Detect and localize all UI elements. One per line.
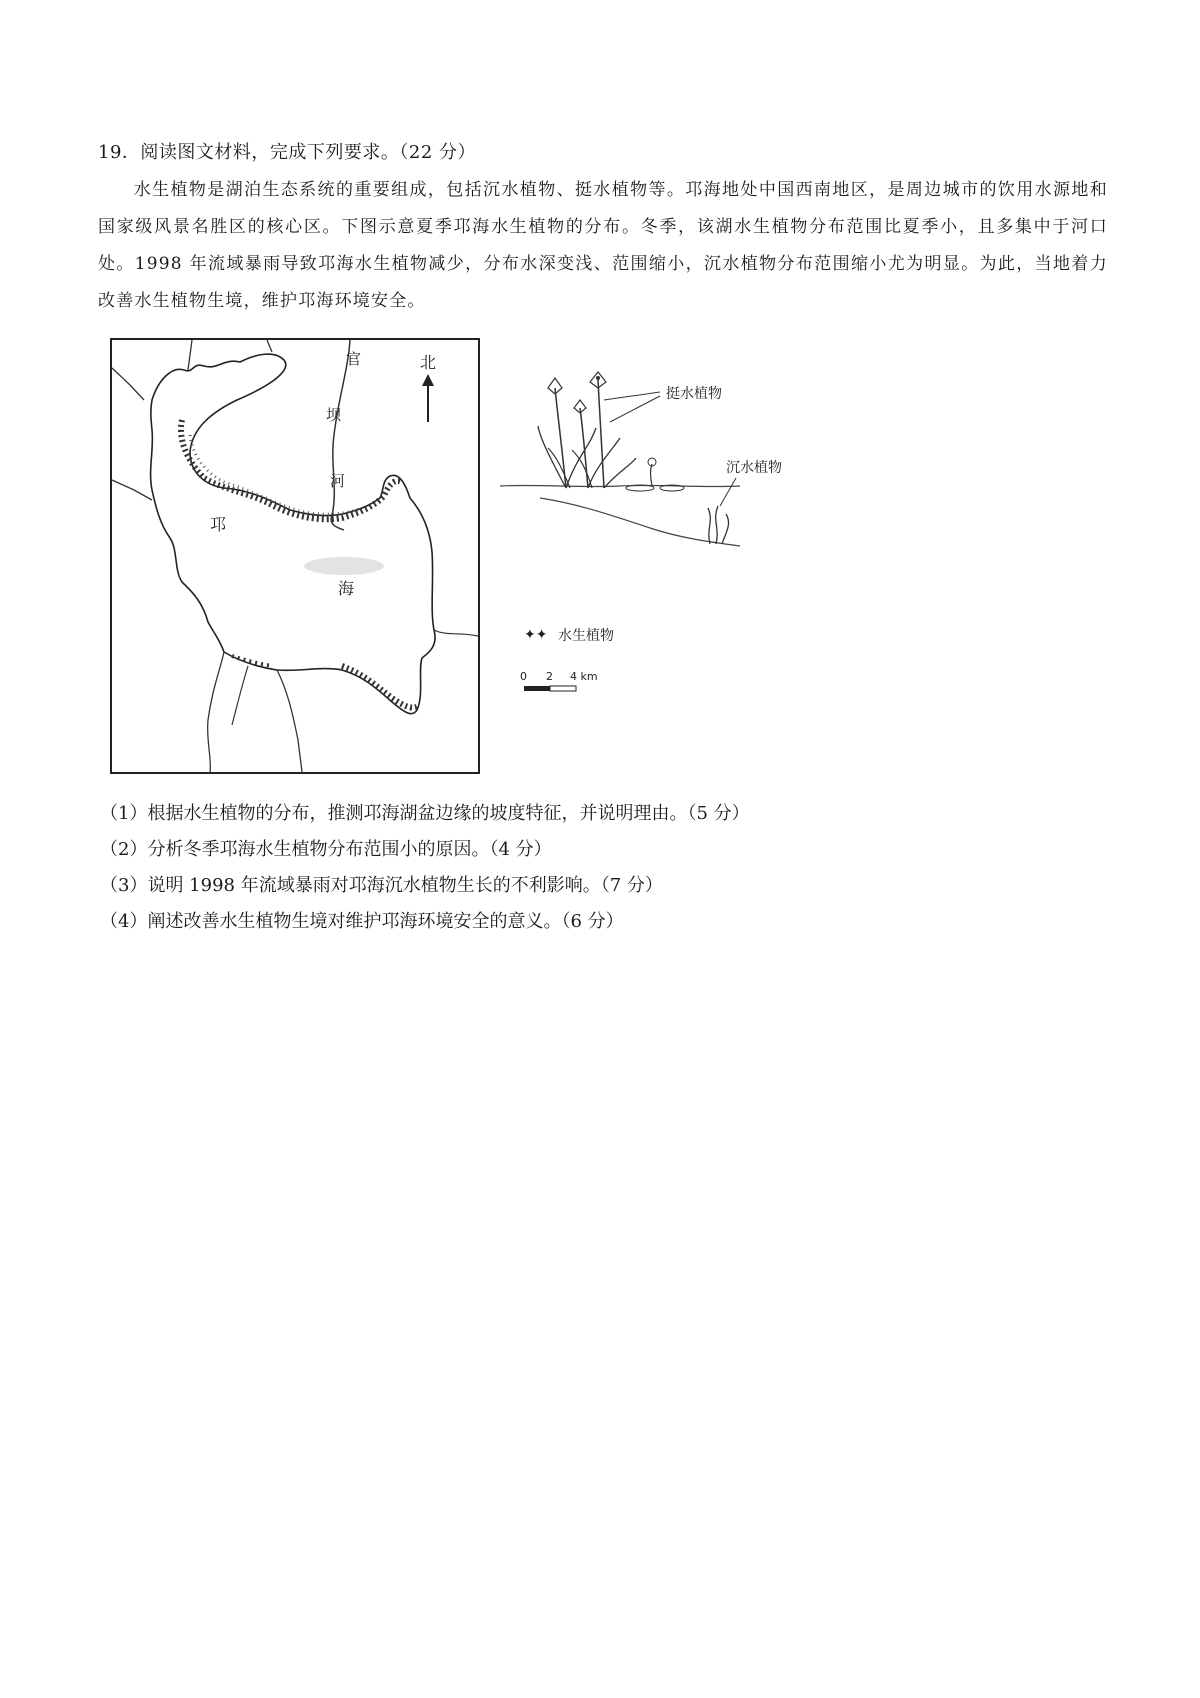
river-label-char: 坝 [326,406,342,424]
emergent-plant [580,408,588,488]
water-surface [500,485,740,486]
plant-diagram [500,338,830,778]
floating-plant-stem [651,464,653,486]
sub-question-1: （1）根据水生植物的分布，推测邛海湖盆边缘的坡度特征，并说明理由。（5 分） [100,803,750,824]
river-south [232,666,248,725]
map-smudge [304,557,384,575]
scale-tick-4: 4 km [570,670,598,683]
legend-plant-icon: ✦✦ [524,627,548,643]
lake-shoreline [151,354,435,714]
submerged-label: 沉水植物 [726,460,782,476]
emergent-plant [555,388,566,488]
map-frame [110,338,480,774]
sub-question-list [100,796,1100,940]
sub-question-4: （4）阐述改善水生植物生境对维护邛海环境安全的意义。（6 分） [100,911,624,932]
scale-tick-2: 2 [546,670,553,683]
river-south [277,670,302,772]
north-arrowhead [422,374,434,386]
river-label-char: 河 [330,472,346,490]
leader-line [604,392,660,422]
boundary-line [112,480,152,500]
scale-tick-0: 0 [520,670,527,683]
emergent-label: 挺水植物 [666,386,722,402]
figure [110,338,830,778]
question-title: 19．阅读图文材料，完成下列要求。（22 分） [98,142,477,163]
boundary-line [267,340,272,352]
scale-bar-white [550,686,576,691]
lake-map [112,340,478,772]
lake-label-char: 海 [338,579,355,598]
river-south [208,652,224,772]
sub-question-2: （2）分析冬季邛海水生植物分布范围小的原因。（4 分） [100,839,552,860]
sub-question-3: （3）说明 1998 年流域暴雨对邛海沉水植物生长的不利影响。（7 分） [100,875,663,896]
material-paragraph: 水生植物是湖泊生态系统的重要组成，包括沉水植物、挺水植物等。邛海地处中国西南地区，是周边城市的饮用水源地和国家级风景名胜区的核心区。下图示意夏季邛海水生植物的分布。冬季，该湖水生植物分布范围比夏季小，且多集中于河口处。1998 年流域暴雨导致邛海水生植物减少，分布水深变浅、范围缩小，沉水植物分布范围缩小尤为明显。为此，当地着力改善水生植物生境，维护邛海环境安全。 [98,180,1108,311]
guanba-river [331,340,350,530]
aquatic-plant-belt [181,420,402,519]
scale-bar-black [524,686,550,691]
lake-label-char: 邛 [210,515,227,534]
river-label-char: 官 [346,350,362,368]
north-label: 北 [420,353,437,372]
boundary-line [112,368,144,400]
leader-line [720,478,736,506]
flower-head [596,376,600,380]
emergent-plant [598,380,604,488]
submerged-plant [708,506,729,544]
aquatic-plant-belt [342,666,418,708]
river-east [434,630,478,636]
legend-label: 水生植物 [558,628,614,644]
boundary-line [188,340,192,370]
